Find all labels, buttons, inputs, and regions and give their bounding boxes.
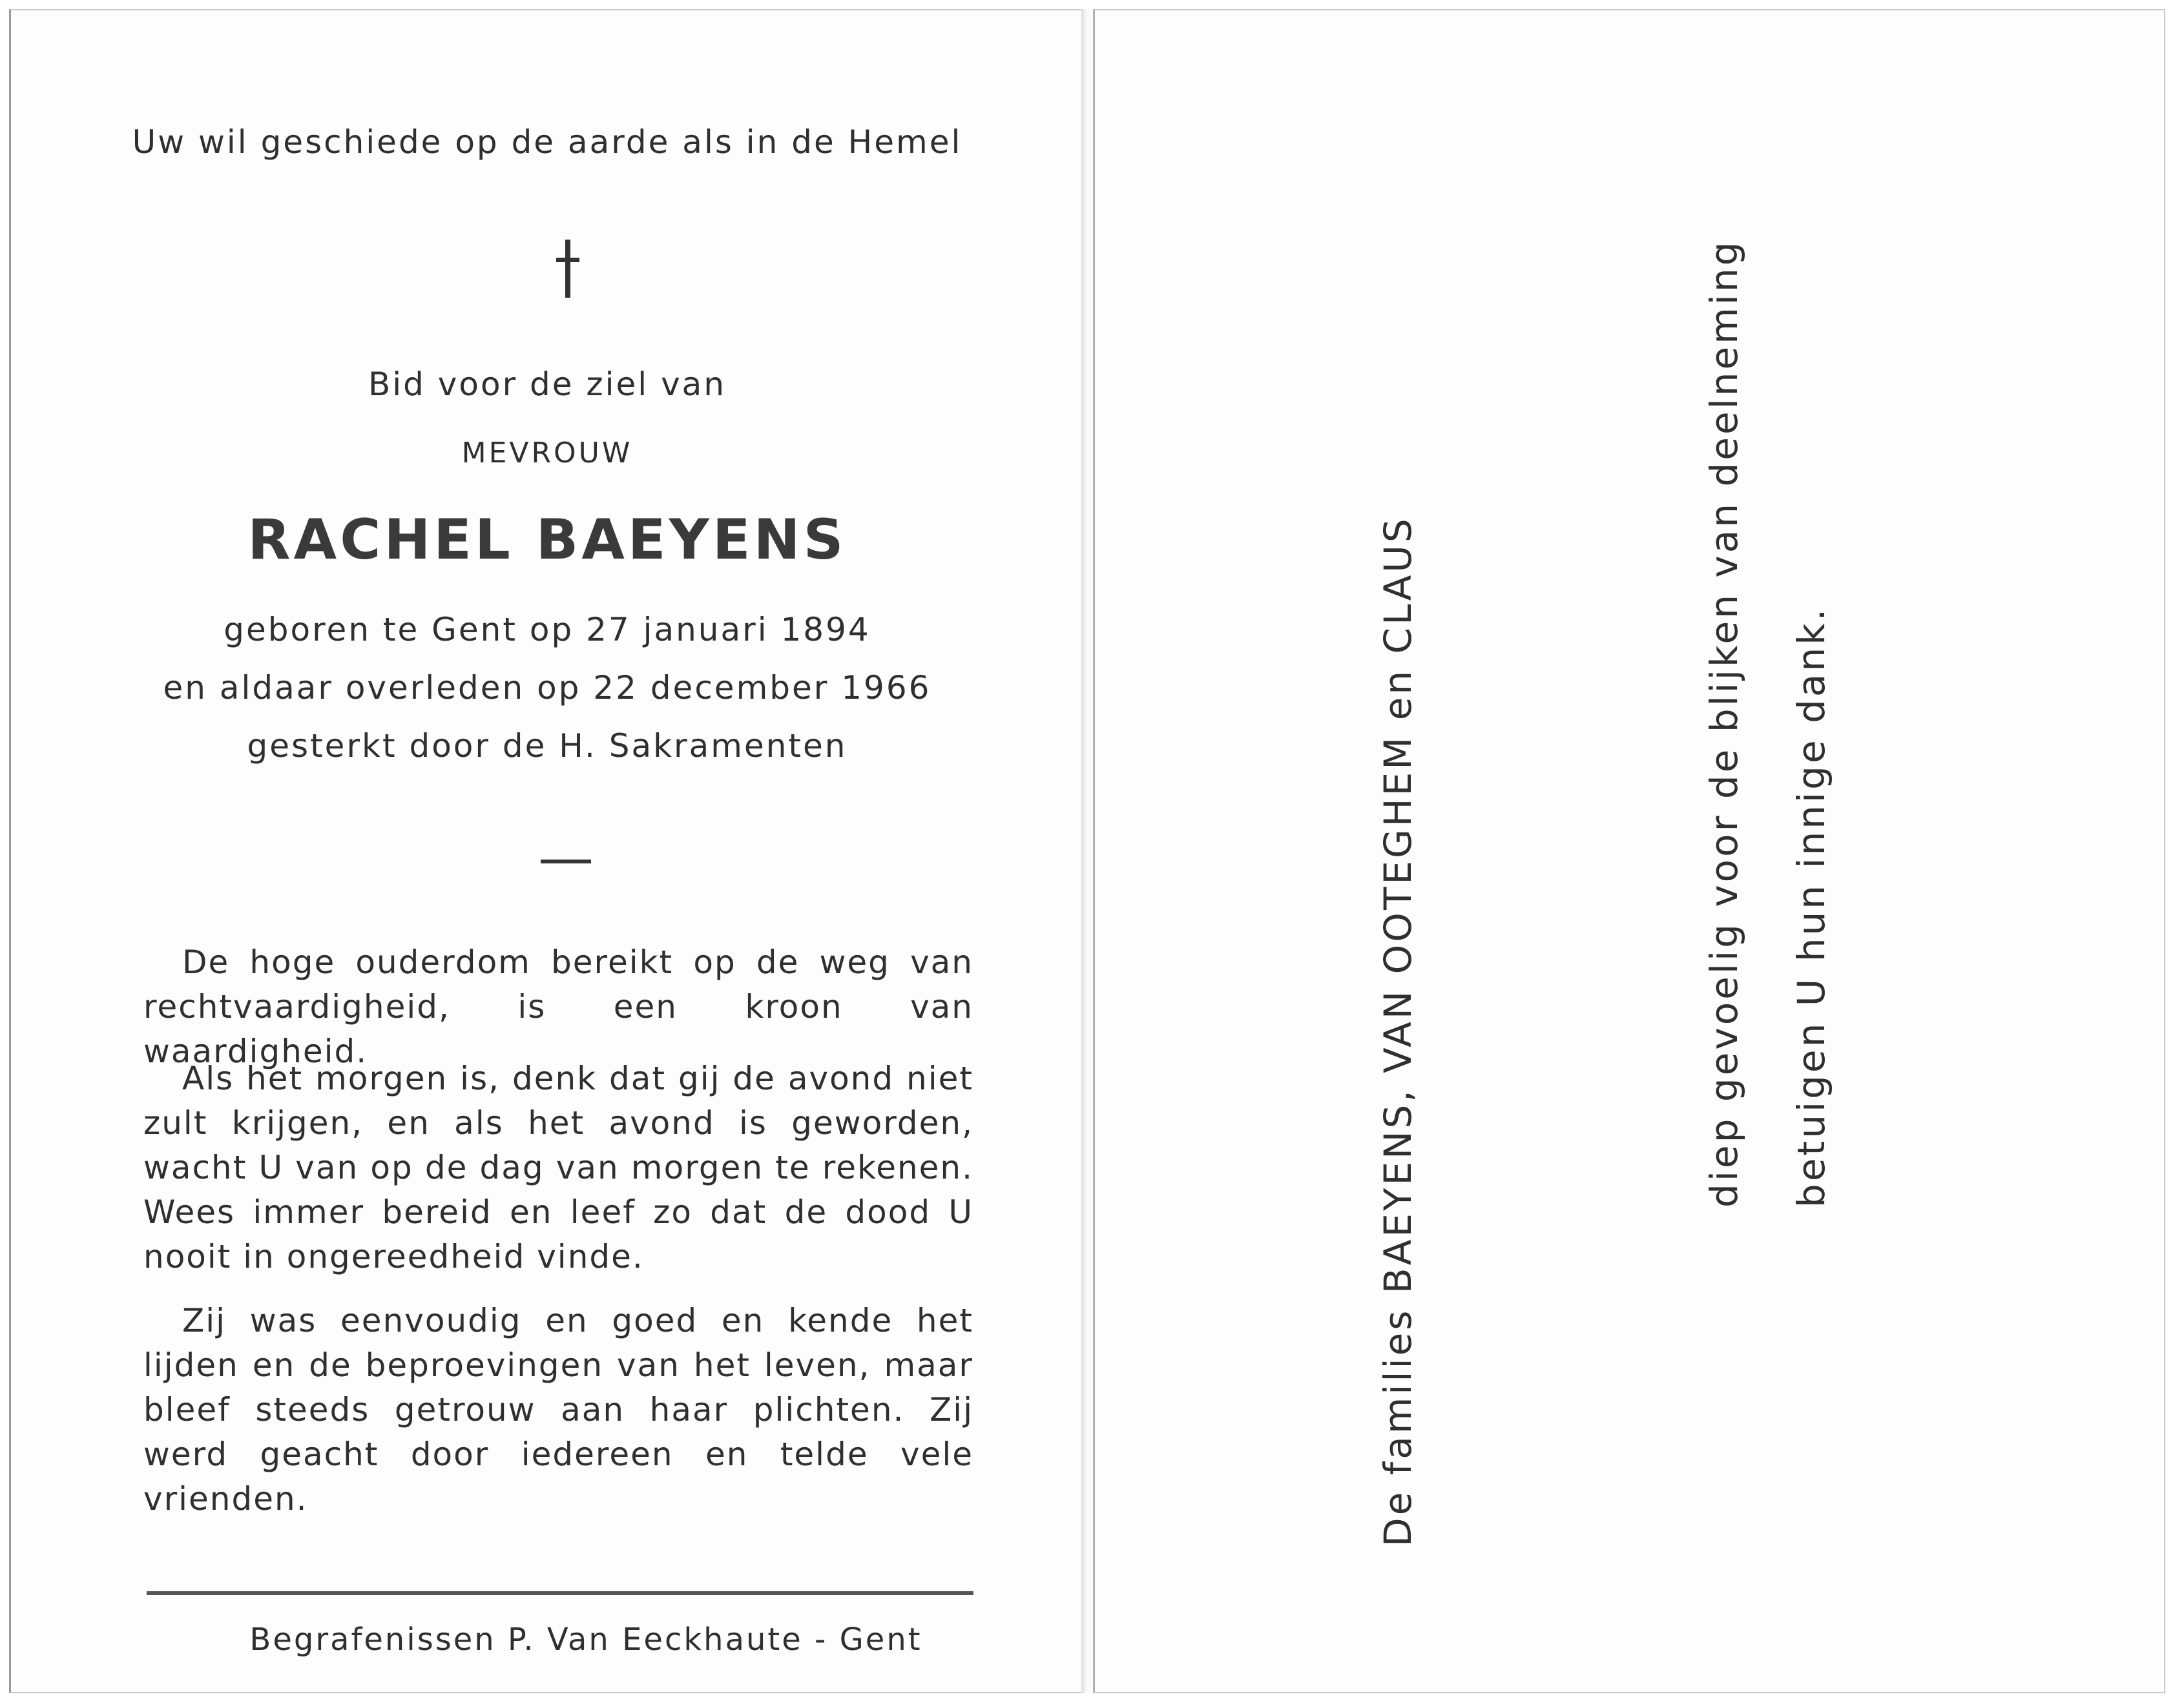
card-fold [1081, 9, 1093, 1693]
paragraph-1-text: De hoge ouderdom bereikt op de weg van rechtvaardigheid, is een kroon van waardigheid. [143, 943, 973, 1070]
undertaker-line: Begrafenissen P. Van Eeckhaute - Gent [249, 1622, 922, 1658]
paragraph-2 [143, 1057, 973, 1279]
separator-dash [541, 860, 591, 863]
paragraph-3 [143, 1299, 973, 1521]
honorific-title: MEVROUW [461, 437, 633, 469]
death-line: en aldaar overleden op 22 december 1966 [163, 669, 931, 706]
thanks-line-2: betuigen U hun innige dank. [1789, 606, 1833, 1208]
paragraph-2-text: Als het morgen is, denk dat gij de avond niet zult krijgen, en als het avond is geworden, wacht U van op de dag van morgen te rekenen. Wees immer bereid en leef zo dat de dood U nooit in ongereedheid vinde. [143, 1060, 973, 1275]
paragraph-1 [143, 940, 973, 1074]
prayer-request: Bid voor de ziel van [368, 366, 727, 403]
cross-icon [565, 240, 570, 298]
birth-line: geboren te Gent op 27 januari 1894 [224, 611, 871, 648]
sacraments-line: gesterkt door de H. Sakramenten [247, 727, 848, 765]
footer-rule [147, 1591, 973, 1595]
memorial-card-front [9, 9, 1081, 1693]
motto-text: Uw wil geschiede op de aarde als in de Hemel [132, 123, 962, 161]
thanks-line-1: diep gevoelig voor de blijken van deelneming [1702, 239, 1746, 1208]
deceased-name: RACHEL BAEYENS [247, 508, 847, 572]
paragraph-3-text: Zij was eenvoudig en goed en kende het lijden en de beproevingen van het leven, maar bleef steeds getrouw aan haar plichten. Zij werd geacht door iedereen en telde vele vrienden. [143, 1302, 973, 1518]
memorial-card-back [1093, 9, 2165, 1693]
families-line: De families BAEYENS, VAN OOTEGHEM en CLAUS [1376, 516, 1420, 1547]
